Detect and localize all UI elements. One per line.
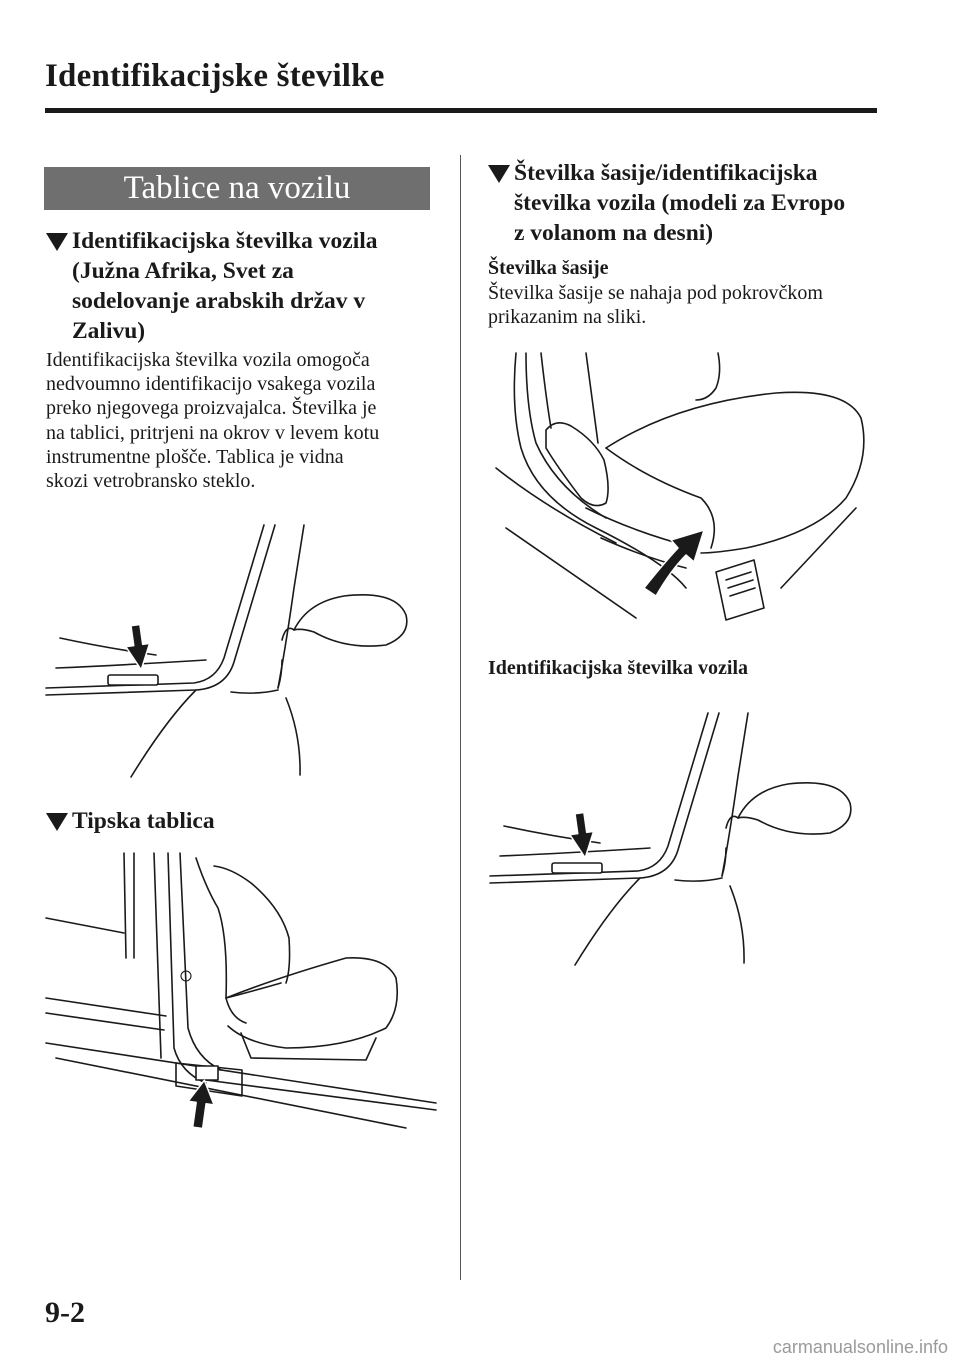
- vin-windshield-illustration-right: [490, 708, 890, 978]
- plate-heading-text: Tipska tablica: [72, 808, 215, 834]
- arrow-icon: [185, 1078, 217, 1129]
- chassis-number-illustration: [486, 348, 886, 638]
- triangle-down-icon: [46, 233, 68, 251]
- vin-label: Identifikacijska številka vozila: [488, 657, 749, 679]
- triangle-down-icon: [46, 813, 68, 831]
- vin-windshield-illustration: [46, 520, 446, 780]
- vin-body-text: Identifikacijska številka vozila omogoča nedvoumno identifikacijo vsakega vozila preko njegovega proizvajalca. Številka je na tablici, pritrjeni na okrov v levem kotu instrumentne plošče. Tablica je vidna skozi vetrobransko steklo.: [46, 349, 380, 493]
- chassis-label: Številka šasije: [488, 257, 609, 279]
- plate-heading: [46, 806, 215, 836]
- vin-heading-text: Identifikacijska številka vozila (Južna Afrika, Svet za sodelovanje arabskih držav v Zalivu): [72, 228, 378, 344]
- vin-heading: [46, 226, 378, 346]
- arrow-icon: [644, 530, 704, 596]
- column-divider: [460, 155, 461, 1280]
- triangle-down-icon: [488, 165, 510, 183]
- header-rule: [45, 108, 877, 113]
- section-banner: Tablice na vozilu: [44, 167, 430, 210]
- page-header-title: Identifikacijske številke: [45, 58, 385, 94]
- chassis-heading: [488, 158, 845, 248]
- type-plate-illustration: [46, 848, 446, 1148]
- page-number: 9-2: [45, 1296, 85, 1329]
- chassis-body-text: Številka šasije se nahaja pod pokrovčkom prikazanim na sliki.: [488, 282, 823, 329]
- watermark-text[interactable]: carmanualsonline.info: [772, 1337, 948, 1357]
- chassis-heading-text: Številka šasije/identifikacijska številka vozila (modeli za Evropo z volanom na desni): [514, 160, 846, 246]
